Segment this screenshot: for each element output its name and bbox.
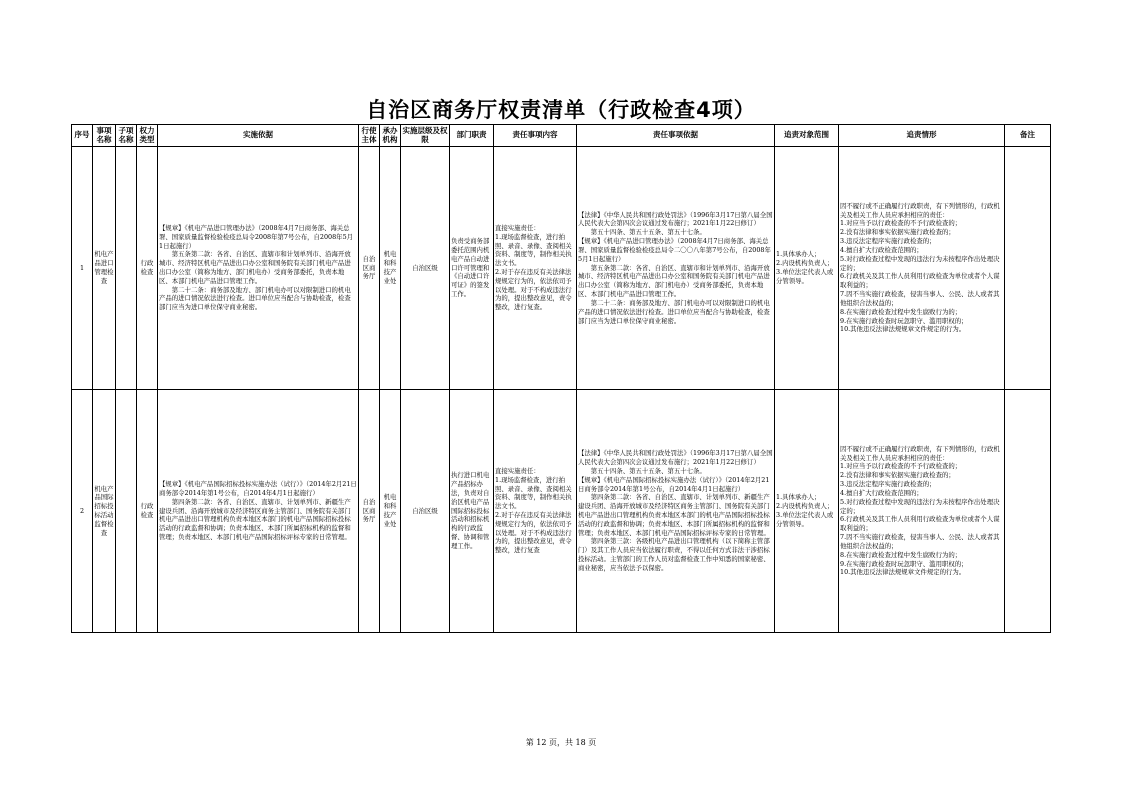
cell-scope: 1.具体承办人； 2.内设机构负责人； 3.单位法定代表人或分管领导。 (775, 147, 839, 390)
header-sub-item: 子项名称 (116, 125, 137, 147)
header-duty: 部门职责 (450, 125, 494, 147)
header-cases: 追责情形 (839, 125, 1005, 147)
cell-basis: 【规章】《机电产品国际招标投标实施办法（试行）》（2014年2月21日商务部令2014年第1号公布，自2014年4月1日起施行） 第四条第二款：各省、自治区、直辖市、计划单列市、新疆生产建设兵团、沿海开放城市及经济特区商务主管部门、国务院有关部门机电产品进出口管理机构负责本地区本部门的机电产品国际招标投标活动的行政监督和协调；负责本地区、本部门所属招标机构的监督和管理；负责本地区、本部门机电产品国际招标评标专家的日常管理。 (158, 390, 359, 633)
cell-cases: 因不履行或不正确履行行政职责，有下列情形的，行政机关及相关工作人员应承担相应的责任： 1.对应当予以行政检查的不予行政检查的； 2.没有法律和事实依据实施行政检查的； 3.违反法定程序实施行政检查的； 4.擅自扩大行政检查范围的； 5.对行政检查过程中发现的违法行为未按程序作出处理决定的； 6.行政机关及其工作人员利用行政检查为单位或者个人谋取利益的； 7.因不当实施行政检查，侵害当事人、公民、法人或者其他组织合法权益的； 8.在实施行政检查过程中发生腐败行为的； 9.在实施行政检查时玩忽职守、滥用职权的； 10.其他违反法律法规规章文件规定的行为。 (839, 147, 1005, 390)
cell-level: 自治区级 (401, 147, 450, 390)
cell-note (1005, 147, 1051, 390)
header-basis: 实施依据 (158, 125, 359, 147)
page-footer: 第 12 页，共 18 页 (525, 738, 597, 747)
header-content-basis: 责任事项依据 (577, 125, 775, 147)
table-header-row (72, 125, 1051, 147)
cell-basis: 【规章】《机电产品进口管理办法》（2008年4月7日商务部、海关总署、国家质量监督检验检疫总局令2008年第7号公布，自2008年5月1日起施行） 第五条第二款：各省、自治区、直辖市和计划单列市、沿海开放城市、经济特区机电产品进出口办公室和国务院有关部门机电产品进出口办公室（简称为地方、部门机电办）受商务部委托，负责本地区、本部门机电产品进口管理工作。 第二十二条：商务部及地方、部门机电办可以对限制进口的机电产品的进口情况依法进行检查。进口单位应当配合与协助检查，检查部门应当为进口单位保守商业秘密。 (158, 147, 359, 390)
cell-note (1005, 390, 1051, 633)
header-seq: 序号 (72, 125, 93, 147)
cell-power-type: 行政检查 (137, 147, 158, 390)
header-power-type: 权力类型 (137, 125, 158, 147)
page-title: 自治区商务厅权责清单（行政检查4项） (366, 98, 756, 122)
cell-item-name: 机电产品进口管理检查 (93, 147, 116, 390)
cell-seq: 1 (72, 147, 93, 390)
cell-item-name: 机电产品国际招标投标活动监督检查 (93, 390, 116, 633)
table-row (72, 390, 1051, 633)
header-subject: 行使主体 (359, 125, 380, 147)
cell-content: 直接实施责任： 1.现场监督检查，进行拍照、录音、录像、查阅相关资料、制度等，制作相关执法文书。 2.对于存在违反有关法律法规规定行为的，依法依司予以处理。对于不构成违法行为的，提出整改意见，责令整改，进行复查 (494, 390, 577, 633)
table-row (72, 147, 1051, 390)
header-content: 责任事项内容 (494, 125, 577, 147)
header-note: 备注 (1005, 125, 1051, 147)
cell-content-basis: 【法律】《中华人民共和国行政处罚法》（1996年3月17日第八届全国人民代表大会第四次会议通过发布施行；2021年1月22日修订） 第五十四条、第五十五条、第五十七条。 【规章】《机电产品国际招标投标实施办法（试行）》（2014年2月21日商务部令2014年第1号公布，自2014年4月1日起施行） 第四条第二款：各省、自治区、直辖市、计划单列市、新疆生产建设兵团、沿海开放城市及经济特区商务主管部门、国务院有关部门机电产品进出口管理机构负责本地区本部门的机电产品国际招标投标活动的行政监督和协调；负责本地区、本部门所属招标机构的监督和管理；负责本地区、本部门机电产品国际招标评标专家的日常管理。 第四条第三款：各级机电产品进出口管理机构（以下简称主管部门）及其工作人员应当依法履行职责，不得以任何方式非法干涉招标投标活动。主管部门的工作人员对监督检查工作中知悉的国家秘密、商业秘密，应当依法予以保密。 (577, 390, 775, 633)
header-level: 实施层级及权限 (401, 125, 450, 147)
cell-content-basis: 【法律】《中华人民共和国行政处罚法》（1996年3月17日第八届全国人民代表大会第四次会议通过发布施行；2021年1月22日修订） 第五十四条、第五十五条、第五十七条。 【规章】《机电产品进口管理办法》（2008年4月7日商务部、海关总署、国家质量监督检验检疫总局令二〇〇八年第7号公布，自2008年5月1日起施行） 第五条第二款：各省、自治区、直辖市和计划单列市、沿海开放城市、经济特区机电产品进出口办公室和国务院有关部门机电产品进出口办公室（简称为地方、部门机电办）受商务部委托，负责本地区、本部门机电产品进口管理工作。 第二十二条：商务部及地方、部门机电办可以对限制进口的机电产品的进口情况依法进行检查。进口单位应当配合与协助检查，检查部门应当为进口单位保守商业秘密。 (577, 147, 775, 390)
header-item-name: 事项名称 (93, 125, 116, 147)
responsibility-table (71, 124, 1051, 633)
cell-power-type: 行政检查 (137, 390, 158, 633)
cell-content: 直接实施责任： 1.现场监督检查，进行拍照、录音、录像、查阅相关资料、制度等，制作相关执法文书。 2.对于存在违反有关法律法规规定行为的，依法依司予以处理。对于不构成违法行为的，提出整改意见，责令整改，进行复查。 (494, 147, 577, 390)
cell-duty: 负责受商务部委托范围内机电产品自动进口许可管理和《自动进口许可证》的签发工作。 (450, 147, 494, 390)
cell-cases: 因不履行或不正确履行行政职责，有下列情形的，行政机关及相关工作人员应承担相应的责任： 1.对应当予以行政检查的不予行政检查的； 2.没有法律和事实依据实施行政检查的； 3.违反法定程序实施行政检查的； 4.擅自扩大行政检查范围的； 5.对行政检查过程中发现的违法行为未按程序作出处理决定的； 6.行政机关及其工作人员利用行政检查为单位或者个人谋取利益的； 7.因不当实施行政检查，侵害当事人、公民、法人或者其他组织合法权益的； 8.在实施行政检查过程中发生腐败行为的； 9.在实施行政检查时玩忽职守、滥用职权的； 10.其他违反法律法规规章文件规定的行为。 (839, 390, 1005, 633)
header-org: 承办机构 (380, 125, 401, 147)
header-scope: 追责对象范围 (775, 125, 839, 147)
cell-level: 自治区级 (401, 390, 450, 633)
cell-sub-item (116, 147, 137, 390)
cell-seq: 2 (72, 390, 93, 633)
cell-sub-item (116, 390, 137, 633)
cell-subject: 自治区商务厅 (359, 147, 380, 390)
cell-subject: 自治区商务厅 (359, 390, 380, 633)
cell-scope: 1.具体承办人； 2.内设机构负责人； 3.单位法定代表人或分管领导。 (775, 390, 839, 633)
cell-duty: 执行进口机电产品招标办法，负责对自治区机电产品国际招标投标活动和招标机构的行政监督、协调和管理工作。 (450, 390, 494, 633)
cell-org: 机电和科技产业处 (380, 147, 401, 390)
cell-org: 机电和科技产业处 (380, 390, 401, 633)
